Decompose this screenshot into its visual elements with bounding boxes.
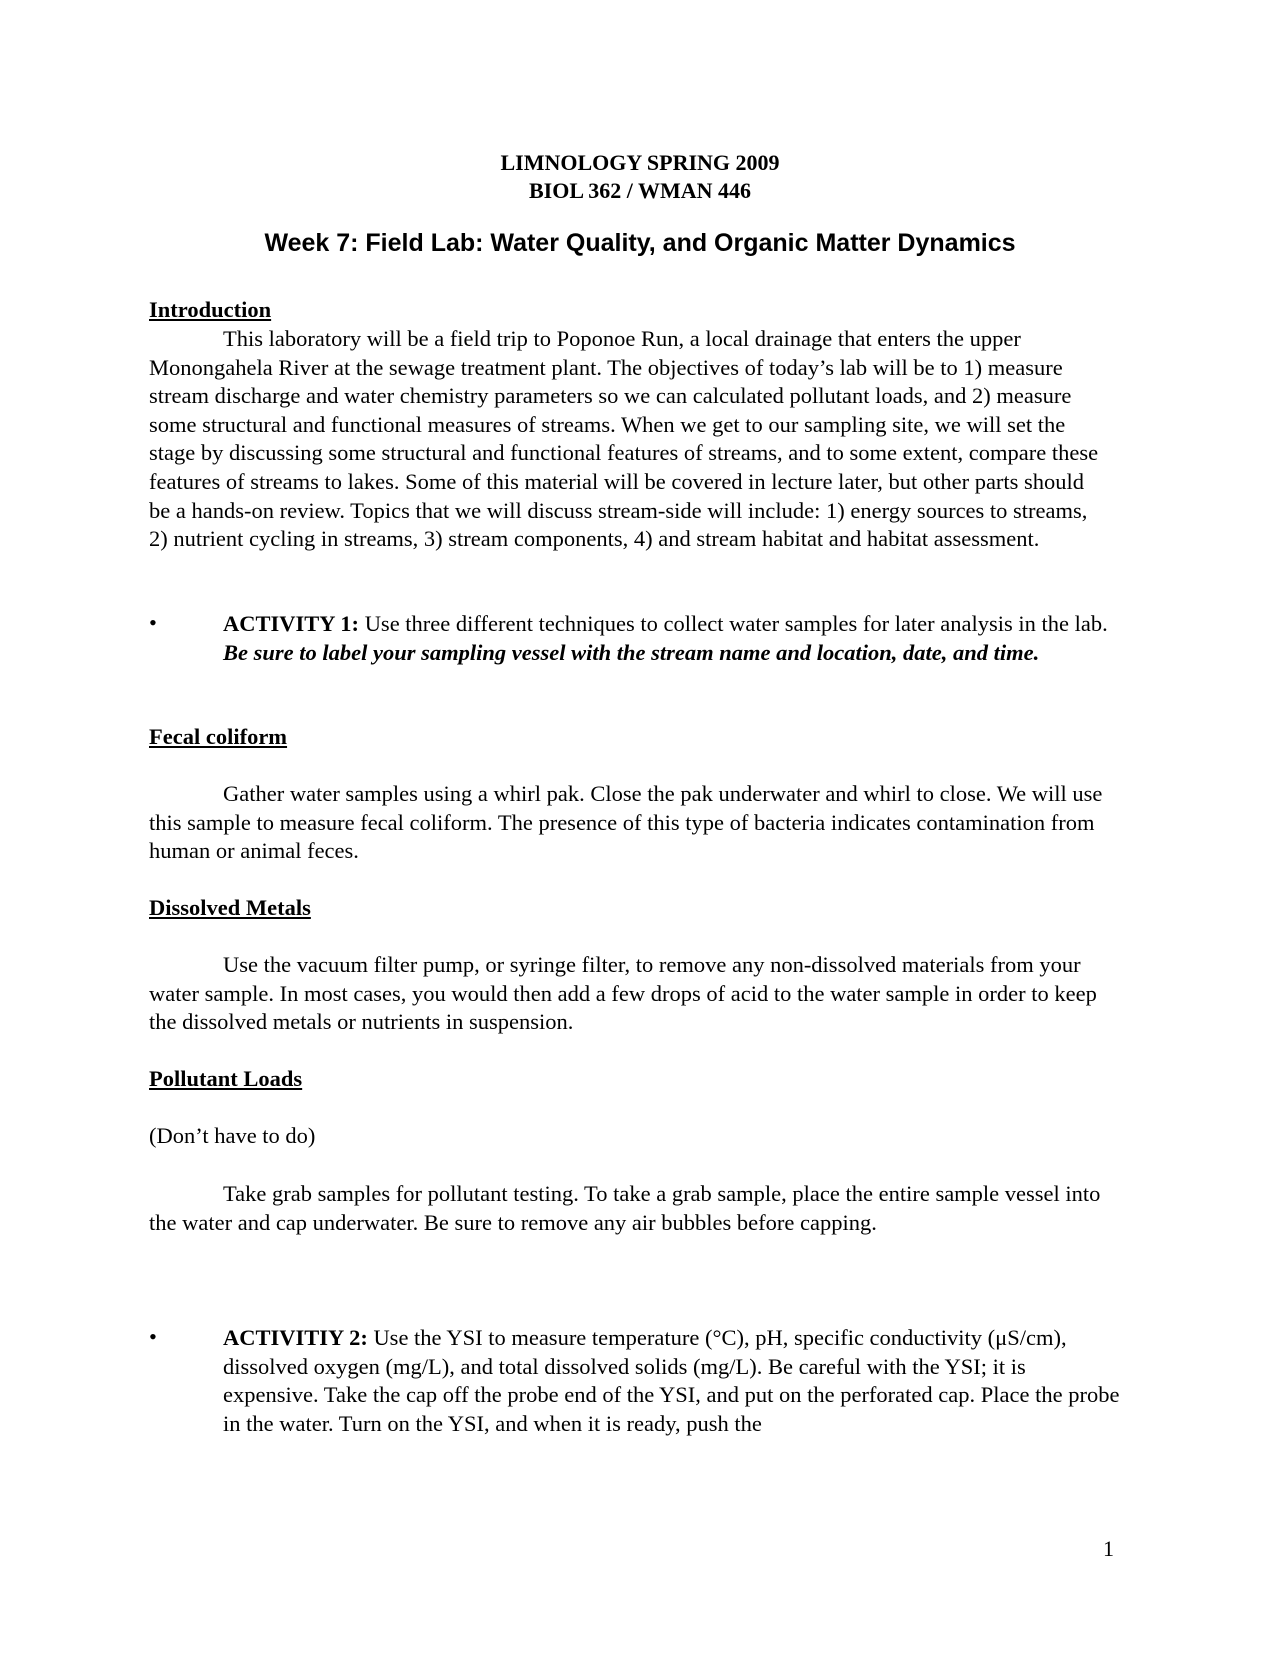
introduction-body: This laboratory will be a field trip to Poponoe Run, a local drainage that enters the upper Monongahela River at the sewage treatment plant. The objectives of today’s lab will be to 1) measure stream discharge and water chemistry parameters so we can calculated pollutant loads, and 2) measure some structural and functional measures of streams. When we get to our sampling site, we will set the stage by discussing some structural and functional features of streams, and to some extent, compare these features of streams to lakes. Some of this material will be covered in lecture later, but other parts should be a hands-on review. Topics that we will discuss stream-side will include: 1) energy sources to streams, 2) nutrient cycling in streams, 3) stream components, 4) and stream habitat and habitat assessment.	[149, 326, 1099, 552]
activity2-paragraph	[223, 1324, 1123, 1438]
activity1-bullet: •	[149, 610, 157, 635]
course-line-1: LIMNOLOGY SPRING 2009	[500, 150, 780, 175]
fecal-heading: Fecal coliform	[149, 724, 288, 749]
pollutant-heading: Pollutant Loads	[149, 1066, 303, 1091]
activity2-label: ACTIVITIY 2:	[223, 1325, 368, 1350]
course-line-2: BIOL 362 / WMAN 446	[528, 178, 752, 203]
activity2-bullet: •	[149, 1324, 157, 1349]
activity1-label: ACTIVITY 1:	[223, 611, 360, 636]
activity2-text: Use the YSI to measure temperature (°C), pH, specific conductivity (μS/cm), dissolved oxygen (mg/L), and total dissolved solids (mg/L). Be careful with the YSI; it is expensive. Take the cap off the probe end of the YSI, and put on the perforated cap. Place the probe in the water. Turn on the YSI, and when it is ready, push the	[223, 1325, 1120, 1436]
pollutant-note: (Don’t have to do)	[149, 1123, 316, 1148]
activity1-emphasis: Be sure to label your sampling vessel with the stream name and location, date, and time.	[223, 639, 1040, 665]
fecal-body: Gather water samples using a whirl pak. Close the pak underwater and whirl to close. We will use this sample to measure fecal coliform. The presence of this type of bacteria indicates contamination from human or animal feces.	[149, 781, 1103, 864]
activity1-text: Use three different techniques to collect water samples for later analysis in the lab.	[359, 611, 1108, 636]
metals-heading: Dissolved Metals	[149, 895, 311, 920]
introduction-heading: Introduction	[149, 297, 272, 322]
pollutant-body: Take grab samples for pollutant testing. To take a grab sample, place the entire sample vessel into the water and cap underwater. Be sure to remove any air bubbles before capping.	[149, 1181, 1101, 1235]
page-number: 1	[1103, 1536, 1114, 1561]
activity1-paragraph	[223, 610, 1123, 667]
metals-body: Use the vacuum filter pump, or syringe filter, to remove any non-dissolved materials from your water sample. In most cases, you would then add a few drops of acid to the water sample in order to keep the dissolved metals or nutrients in suspension.	[149, 952, 1097, 1035]
page-title: Week 7: Field Lab: Water Quality, and Organic Matter Dynamics	[264, 229, 1016, 257]
